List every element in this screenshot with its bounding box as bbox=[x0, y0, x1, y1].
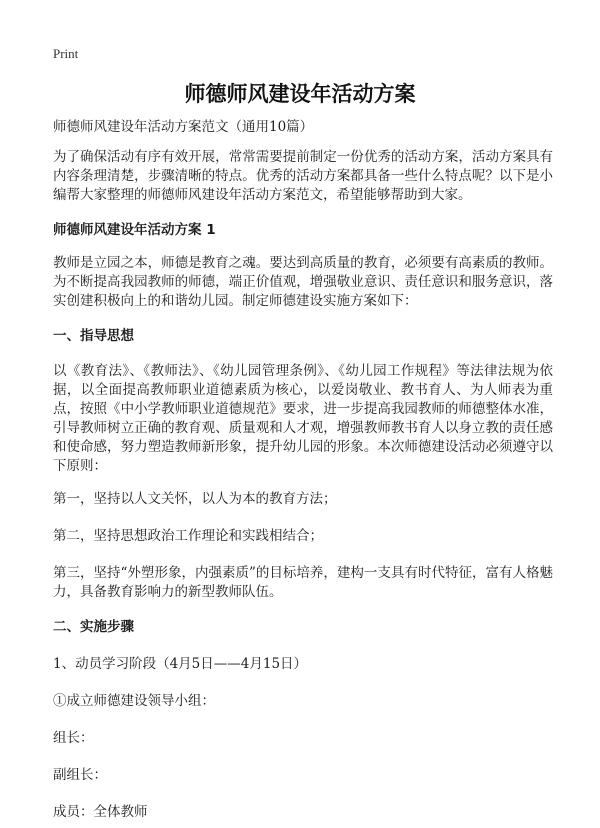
deputy-leader-line: 副组长： bbox=[53, 767, 107, 783]
step-sub-item: ①成立师德建设领导小组： bbox=[53, 693, 215, 709]
principle-item: 第一，坚持以人文关怀，以人为本的教育方法； bbox=[53, 491, 337, 507]
leader-line: 组长： bbox=[53, 730, 94, 746]
document-title: 师德师风建设年活动方案 bbox=[184, 82, 416, 106]
document-subtitle: 师德师风建设年活动方案范文（通用10篇） bbox=[53, 119, 314, 135]
step-item: 1、动员学习阶段（4月5日——4月15日） bbox=[53, 656, 308, 672]
intro-paragraph: 为了确保活动有序有效开展，常常需要提前制定一份优秀的活动方案，活动方案具有内容条理清楚，步骤清晰的特点。优秀的活动方案都具备一些什么特点呢？以下是小编帮大家整理的师德师风建设年活动方案范文，希望能够帮助到大家。 bbox=[53, 149, 553, 203]
members-line: 成员：全体教师 bbox=[53, 804, 148, 820]
document-body bbox=[53, 118, 553, 822]
steps-heading: 二、实施步骤 bbox=[53, 619, 134, 635]
print-link[interactable]: Print bbox=[53, 46, 79, 61]
principle-item: 第三，坚持“外塑形象，内强素质”的目标培养，建构一支具有时代特征，富有人格魅力，具备教育影响力的新型教师队伍。 bbox=[53, 565, 553, 600]
section-heading: 师德师风建设年活动方案 1 bbox=[53, 222, 216, 238]
guiding-paragraph: 以《教育法》、《教师法》、《幼儿园管理条例》、《幼儿园工作规程》等法律法规为依据，以全面提高教师职业道德素质为核心，以爱岗敬业、教书育人、为人师表为重点，按照《中小学教师职业道德规范》要求，进一步提高我园教师的师德整体水准，引导教师树立正确的教育观、质量观和人才观，增强教师教书育人以身立教的责任感和使命感，努力塑造教师新形象，提升幼儿园的形象。本次师德建设活动必须遵守以下原则： bbox=[53, 363, 553, 474]
section-intro-paragraph: 教师是立园之本，师德是教育之魂。要达到高质量的教育，必须要有高素质的教师。为不断提高我园教师的师德，端正价值观，增强敬业意识、责任意识和服务意识，落实创建积极向上的和谐幼儿园。制定师德建设实施方案如下： bbox=[53, 255, 553, 309]
principle-item: 第二，坚持思想政治工作理论和实践相结合； bbox=[53, 528, 323, 544]
guiding-heading: 一、指导思想 bbox=[53, 328, 134, 344]
